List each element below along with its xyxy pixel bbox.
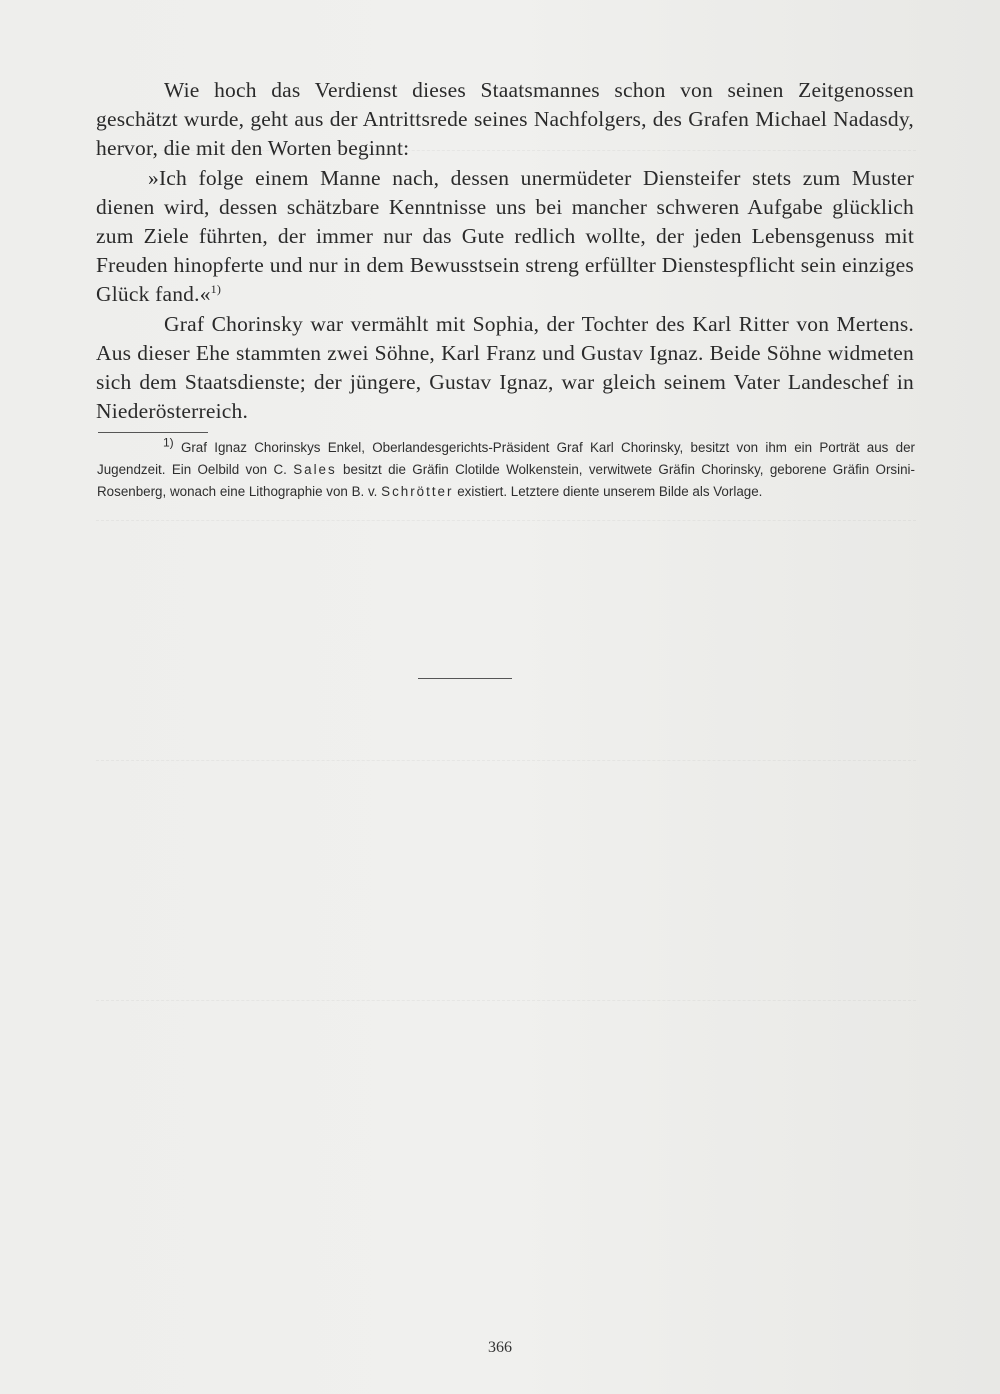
footnote-separator [98,432,208,433]
section-end-rule [418,678,512,679]
name-sales: Sales [293,462,337,477]
show-through-line [96,1000,916,1001]
footnote-text-part-3: existiert. Letztere diente unserem Bilde als Vorlage. [457,484,763,499]
footnote [97,437,915,503]
footnote-text-part-2: besitzt die Gräfin Clotilde Wolkenstein, verwitwete Gräfin Chorinsky, geborene Gräfin Orsini-Rosenberg, wonach eine Lithographie von B. v. [97,462,915,499]
paragraph-3: Graf Chorinsky war vermählt mit Sophia, der Tochter des Karl Ritter von Mertens. Aus dieser Ehe stammten zwei Söhne, Karl Franz und Gustav Ignaz. Beide Söhne widmeten sich dem Staatsdienste; der jüngere, Gustav Ignaz, war gleich seinem Vater Landeschef in Niederösterreich. [96,311,914,424]
footnote-text [97,437,915,503]
footnote-reference: 1) [210,282,222,297]
footnote-marker: 1) [163,435,174,450]
paragraph-2-quote [96,164,914,310]
paragraph-1: Wie hoch das Verdienst dieses Staatsmannes schon von seinen Zeitgenossen geschätzt wurde, geht aus der Antrittsrede seines Nachfolgers, des Grafen Michael Nadasdy, hervor, die mit den Worten beginnt: [96,78,914,161]
show-through-line [96,520,916,521]
footnote-text-part-1: Graf Ignaz Chorinskys Enkel, Oberlandesgerichts-Präsident Graf Karl Chorinsky, besitzt von ihm ein Porträt aus der Jugendzeit. Ein Oelbild von C. [97,440,915,477]
quote-text: »Ich folge einem Manne nach, dessen unermüdeter Diensteifer stets zum Muster dienen wird, dessen schätzbare Kenntnisse uns bei mancher schweren Aufgabe glücklich zum Ziele führten, der immer nur das Gute redlich wollte, der jeden Lebensgenuss mit Freuden hinopferte und nur in dem Bewusstsein streng erfüllter Dienstespflicht sein einziges Glück fand.« [96,165,914,307]
body-text [96,76,914,426]
show-through-line [96,760,916,761]
page-number: 366 [488,1339,512,1356]
name-schroetter: Schrötter [381,484,454,499]
